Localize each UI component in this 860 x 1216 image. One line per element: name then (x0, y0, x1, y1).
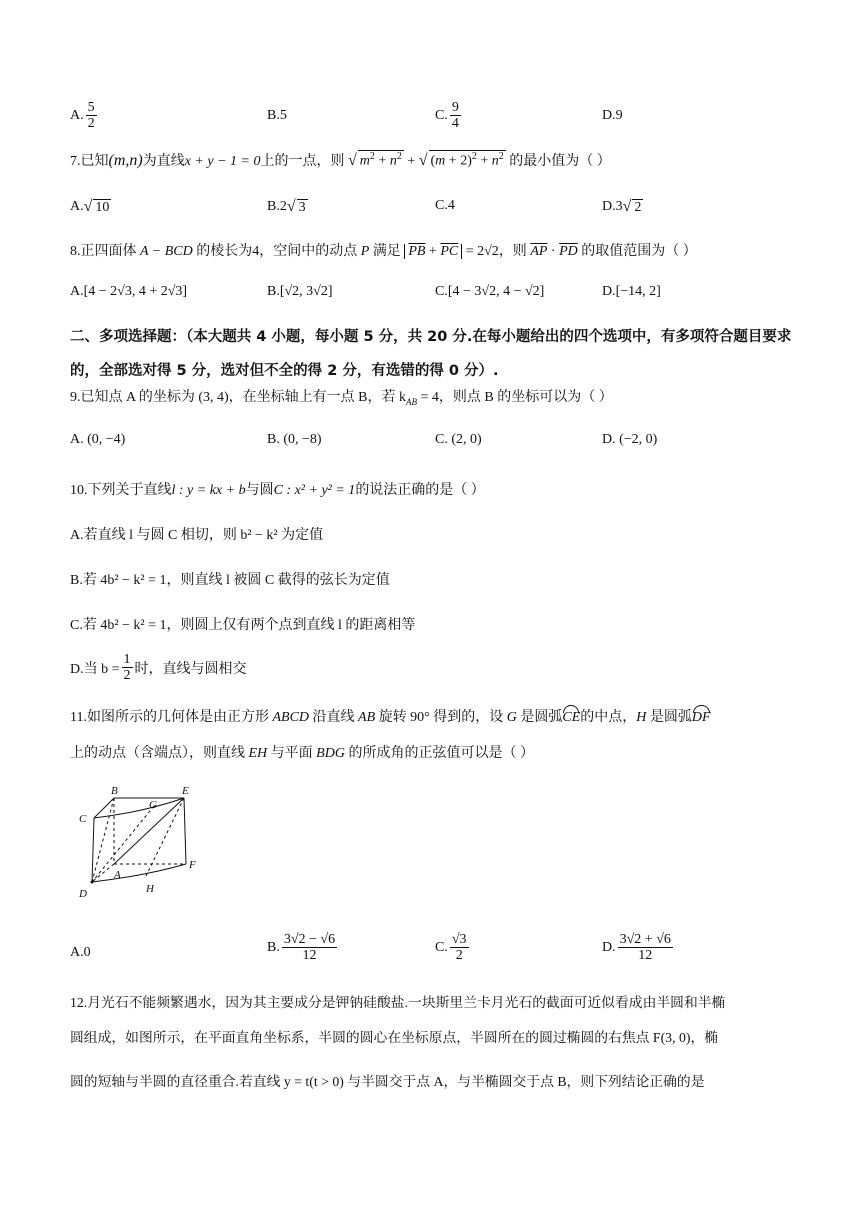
q8-option-c[interactable]: C.[4 − 3√2, 4 − √2] (435, 284, 545, 299)
q8-option-b[interactable]: B.[√2, 3√2] (267, 284, 333, 299)
q8-options (70, 284, 790, 324)
fraction: $\frac{3√2 - √6}{12}$ (283, 932, 336, 964)
q7-option-b[interactable]: B.2 √ 3 (267, 198, 306, 215)
q7-option-a[interactable]: A. √ 10 (70, 198, 110, 215)
label-h: H (146, 883, 154, 895)
q10-stem: 10.下列关于直线l : y = kx + b与圆C : x² + y² = 1的说法正确的是（ ） (70, 483, 485, 498)
q7-option-d[interactable]: D.3 √ 2 (602, 198, 642, 215)
label-f: F (189, 859, 196, 871)
q11-options (70, 932, 790, 972)
q11-option-b[interactable]: B. $\frac{3√2 - √6}{12}$ (267, 932, 336, 964)
q12-line3: 圆的短轴与半圆的直径重合.若直线 y = t(t > 0) 与半圆交于点 A，与半椭圆交于点 B，则下列结论正确的是 (70, 1074, 705, 1089)
q9-option-a[interactable]: A. (0, −4) (70, 432, 126, 447)
q8-condition: $\overline{PB} + \overline{PC}$ (404, 244, 462, 259)
fraction: $\frac{5}{2}$ (87, 100, 95, 132)
label-g: G (149, 799, 157, 811)
label-a: A (114, 869, 121, 881)
q7-option-c[interactable]: C.4 (435, 198, 455, 213)
fraction: $\frac{√3}{2}$ (451, 932, 467, 964)
q6-option-a[interactable]: A. $\frac{5}{2}$ (70, 100, 95, 132)
q10-option-b[interactable]: B.若 4b² − k² = 1，则直线 l 被圆 C 截得的弦长为定值 (70, 573, 390, 588)
q9-options (70, 432, 790, 472)
fraction: $\frac{9}{4}$ (451, 100, 459, 132)
q11-option-a[interactable]: A.0 (70, 945, 91, 960)
arc-ce: CE (562, 707, 580, 726)
q8-option-a[interactable]: A.[4 − 2√3, 4 + 2√3] (70, 284, 188, 299)
q6-option-c[interactable]: C. $\frac{9}{4}$ (435, 100, 459, 132)
q9-stem: 9.已知点 A 的坐标为 (3, 4)，在坐标轴上有一点 B，若 $k_{AB} = 4$，则点 B 的坐标可以为（ ） (70, 390, 613, 407)
q11-stem-line2: 上的动点（含端点），则直线 EH 与平面 BDG 的所成角的正弦值可以是（ ） (70, 746, 534, 761)
q7-options (70, 198, 790, 238)
arc-df: DF (692, 707, 711, 726)
q11-stem-line1: 11.如图所示的几何体是由正方形 ABCD 沿直线 AB 旋转 90° 得到的，设 G 是圆弧CE的中点，H 是圆弧DF (70, 706, 711, 726)
fraction: $\frac{1}{2}$ (123, 652, 131, 684)
q10-option-a[interactable]: A.若直线 l 与圆 C 相切，则 b² − k² 为定值 (70, 528, 324, 543)
q10-option-c[interactable]: C.若 4b² − k² = 1，则圆上仅有两个点到直线 l 的距离相等 (70, 618, 416, 633)
label-d: D (79, 888, 87, 900)
q8-option-d[interactable]: D.[−14, 2] (602, 284, 661, 299)
q8-stem: 8.正四面体 A − BCD 的棱长为4，空间中的动点 P 满足 $\overline{PB} + \overline{PC} = 2√2$，则 $\overline{AP} \cdot \overline{PD}$ 的取值范围为（ ） (70, 244, 697, 259)
q9-option-b[interactable]: B. (0, −8) (267, 432, 322, 447)
q7-stem: 7.已知(m,n)为直线x + y − 1 = 0上的一点，则 √ $m^2 + n^2$ + √ $(m + 2)^2 + n^2$ 的最小值为（ ） (70, 151, 611, 169)
q11-option-d[interactable]: D. $\frac{3√2 + √6}{12}$ (602, 932, 671, 964)
q6-option-b[interactable]: B.5 (267, 108, 287, 123)
q10-option-d[interactable]: D.当 b = $\frac{1}{2}$ 时，直线与圆相交 (70, 652, 247, 684)
q7-expression: √ $m^2 + n^2$ + √ $(m + 2)^2 + n^2$ (348, 151, 504, 169)
point-d (91, 881, 94, 884)
label-e: E (182, 785, 189, 797)
section-heading: 二、多项选择题：（本大题共 4 小题，每小题 5 分，共 20 分.在每小题给出的四个选项中，有多项符合题目要求的，全部选对得 5 分，选对但不全的得 2 分，有选错的得 0 分）. (70, 329, 792, 379)
q9-option-d[interactable]: D. (−2, 0) (602, 432, 658, 447)
q6-options (70, 100, 790, 140)
q12-line2: 圆组成，如图所示，在平面直角坐标系，半圆的圆心在坐标原点，半圆所在的圆过椭圆的右焦点 F(3, 0)，椭 (70, 1030, 719, 1045)
geometry-figure (74, 784, 204, 908)
q6-option-d[interactable]: D.9 (602, 108, 623, 123)
q11-option-c[interactable]: C. $\frac{√3}{2}$ (435, 932, 467, 964)
q9-option-c[interactable]: C. (2, 0) (435, 432, 482, 447)
fraction: $\frac{3√2 + √6}{12}$ (619, 932, 671, 964)
figure-lines (92, 798, 186, 882)
q12-line1: 12.月光石不能频繁遇水，因为其主要成分是钾钠硅酸盐.一块斯里兰卡月光石的截面可近似看成由半圆和半椭 (70, 995, 726, 1010)
label-c: C (79, 813, 87, 825)
q8-dot-product: $\overline{AP} \cdot \overline{PD}$ (530, 244, 578, 259)
label-b: B (111, 785, 118, 797)
